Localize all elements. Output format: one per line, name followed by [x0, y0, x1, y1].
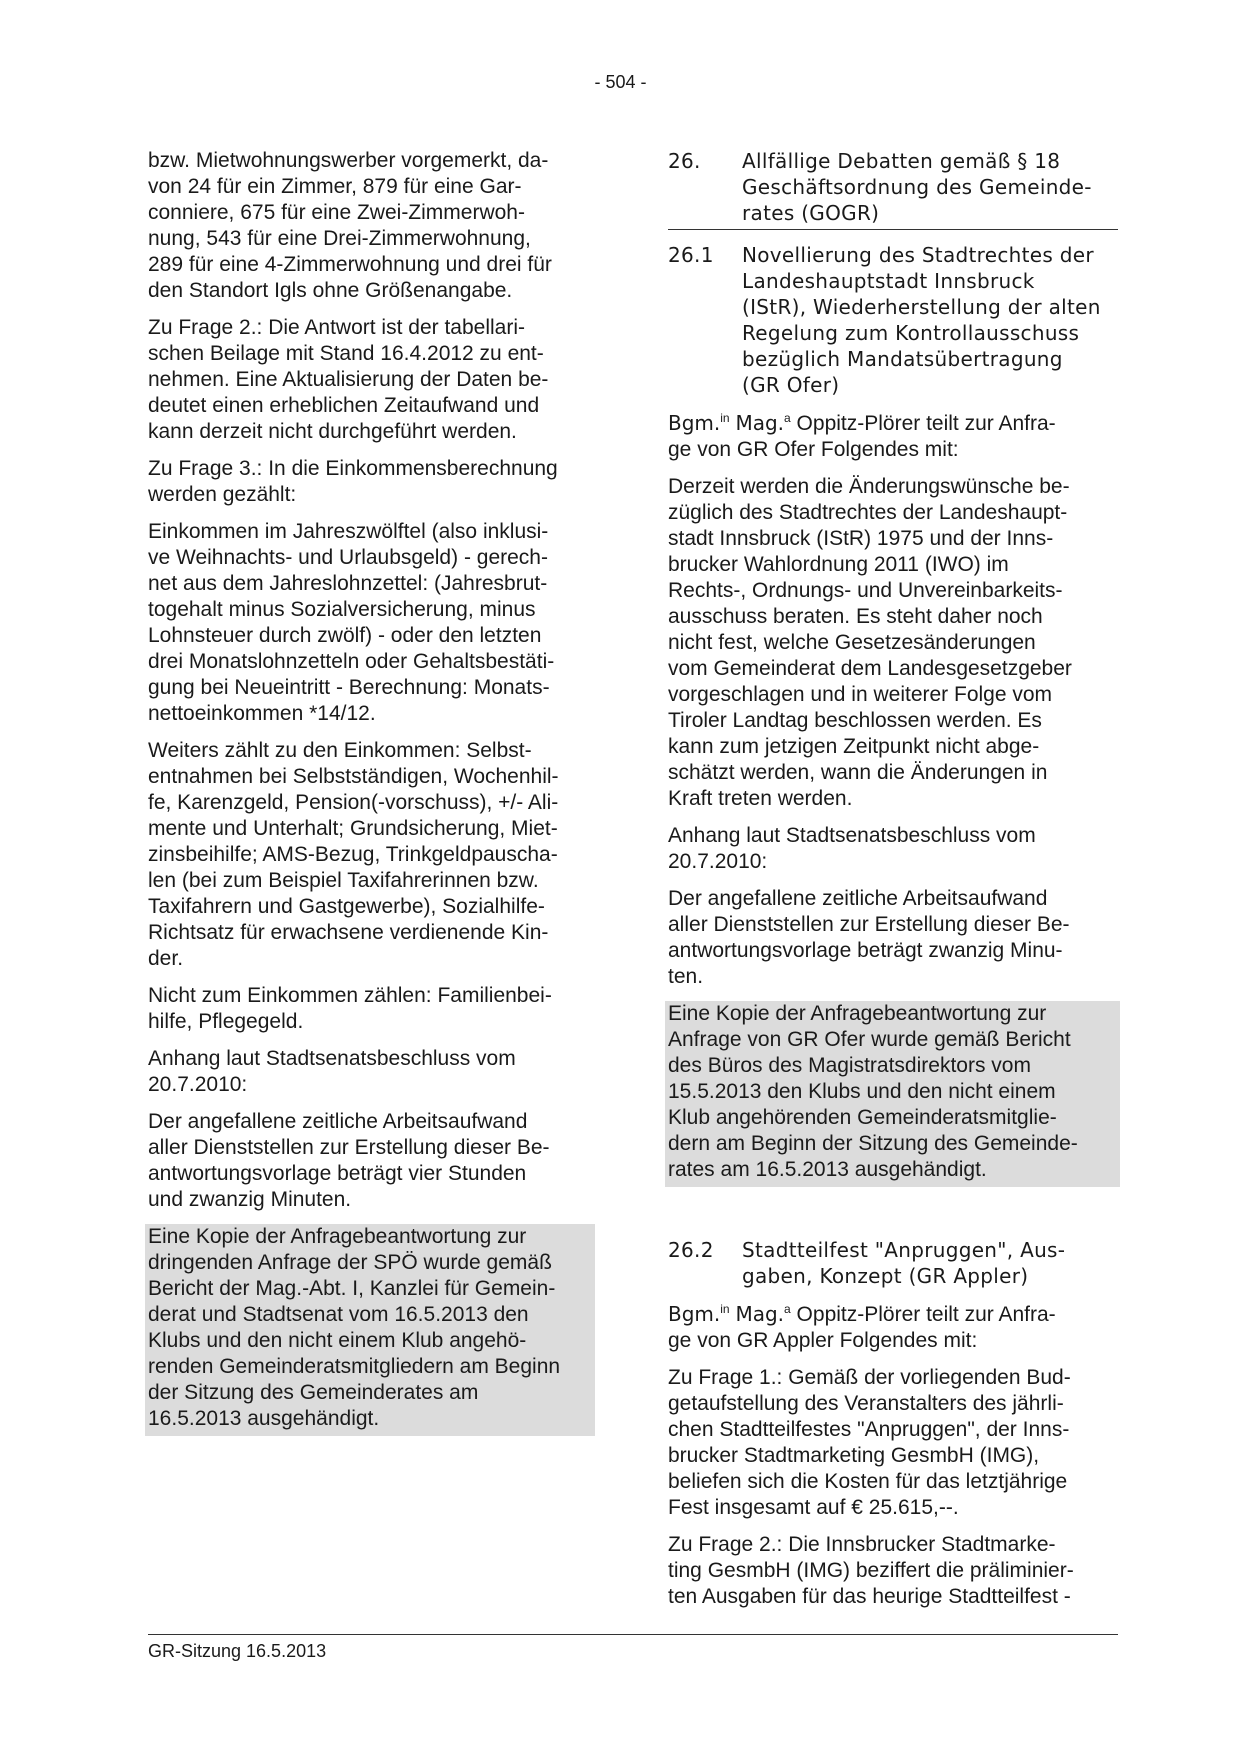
- paragraph: Zu Frage 1.: Gemäß der vorliegenden Bud- getaufstellung des Veranstalters des jährli- chen Stadtteilfestes "Anpruggen", der Inns- brucker Stadtmarketing GesmbH (IMG), beliefen sich die Kosten für das letztjährige Fest insgesamt auf € 25.615,--.: [668, 1366, 1071, 1519]
- right-column: [668, 148, 1118, 1621]
- page-number: - 504 -: [594, 72, 647, 92]
- shaded-notice: Eine Kopie der Anfragebeantwortung zur Anfrage von GR Ofer wurde gemäß Bericht des Büros des Magistratsdirektors vom 15.5.2013 den Klubs und den nicht einem Klub angehörenden Gemeinderatsmitglie- dern am Beginn der Sitzung des Gemeinde- rates am 16.5.2013 ausgehändigt.: [665, 1001, 1120, 1187]
- section-number: 26.: [668, 149, 701, 173]
- paragraph: Zu Frage 2.: Die Innsbrucker Stadtmarke- ting GesmbH (IMG) beziffert die präliminier- ten Ausgaben für das heurige Stadtteilfest -: [668, 1533, 1074, 1608]
- paragraph: Bgm.$^{in}$ Mag.$^a$ Oppitz-Plörer teilt zur Anfra- ge von GR Appler Folgendes mit:: [668, 1302, 1056, 1352]
- footer-rule: [148, 1634, 1118, 1635]
- section-heading-26-1: [668, 242, 1118, 398]
- shaded-notice: Eine Kopie der Anfragebeantwortung zur dringenden Anfrage der SPÖ wurde gemäß Bericht der Mag.-Abt. I, Kanzlei für Gemein- derat und Stadtsenat vom 16.5.2013 den Klubs und den nicht einem Klub angehö- renden Gemeinderatsmitgliedern am Beginn der Sitzung des Gemeinderates am 16.5.2013 ausgehändigt.: [145, 1224, 595, 1436]
- paragraph: Der angefallene zeitliche Arbeitsaufwand aller Dienststellen zur Erstellung dieser Be- antwortungsvorlage beträgt vier Stunden und zwanzig Minuten.: [148, 1110, 550, 1211]
- left-column: [148, 148, 593, 1447]
- paragraph: Nicht zum Einkommen zählen: Familienbei- hilfe, Pflegegeld.: [148, 984, 552, 1033]
- section-heading-26: [668, 148, 1118, 230]
- section-number: 26.1: [668, 243, 714, 267]
- paragraph: Einkommen im Jahreszwölftel (also inklusi- ve Weihnachts- und Urlaubsgeld) - gerech- net aus dem Jahreslohnzettel: (Jahresbrut- togehalt minus Sozialversicherung, minus Lohnsteuer durch zwölf) - oder den letzten drei Monatslohnzetteln oder Gehaltsbestäti- gung bei Neueintritt - Berechnung: Monats- nettoeinkommen *14/12.: [148, 520, 555, 725]
- paragraph: Der angefallene zeitliche Arbeitsaufwand aller Dienststellen zur Erstellung dieser Be- antwortungsvorlage beträgt zwanzig Minu- ten.: [668, 887, 1070, 988]
- footer: GR-Sitzung 16.5.2013: [148, 1641, 327, 1661]
- section-title: Allfällige Debatten gemäß § 18 Geschäftsordnung des Gemeinde- rates (GOGR): [742, 149, 1092, 225]
- paragraph: Anhang laut Stadtsenatsbeschluss vom 20.7.2010:: [668, 824, 1036, 873]
- paragraph: Bgm.$^{in}$ Mag.$^a$ Oppitz-Plörer teilt zur Anfra- ge von GR Ofer Folgendes mit:: [668, 411, 1056, 461]
- paragraph: Zu Frage 2.: Die Antwort ist der tabellari- schen Beilage mit Stand 16.4.2012 zu ent- nehmen. Eine Aktualisierung der Daten be- deutet einen erheblichen Zeitaufwand und kann derzeit nicht durchgeführt werden.: [148, 316, 549, 443]
- paragraph: Derzeit werden die Änderungswünsche be- züglich des Stadtrechtes der Landeshaupt- stadt Innsbruck (IStR) 1975 und der Inns- brucker Wahlordnung 2011 (IWO) im Rechts-, Ordnungs- und Unvereinbarkeits- ausschuss beraten. Es steht daher noch nicht fest, welche Gesetzesänderungen vom Gemeinderat dem Landesgesetzgeber vorgeschlagen und in weiterer Folge vom Tiroler Landtag beschlossen werden. Es kann zum jetzigen Zeitpunkt nicht abge- schätzt werden, wann die Änderungen in Kraft treten werden.: [668, 475, 1072, 810]
- paragraph: Zu Frage 3.: In die Einkommensberechnung werden gezählt:: [148, 457, 558, 506]
- section-title: Stadtteilfest "Anpruggen", Aus- gaben, Konzept (GR Appler): [742, 1238, 1066, 1288]
- section-title: Novellierung des Stadtrechtes der Landeshauptstadt Innsbruck (IStR), Wiederherstellung der alten Regelung zum Kontrollausschuss bezüglich Mandatsübertragung (GR Ofer): [742, 243, 1101, 397]
- section-number: 26.2: [668, 1238, 714, 1262]
- paragraph: Weiters zählt zu den Einkommen: Selbst- entnahmen bei Selbstständigen, Wochenhil- fe, Karenzgeld, Pension(-vorschuss), +/- Ali- mente und Unterhalt; Grundsicherung, Miet- zinsbeihilfe; AMS-Bezug, Trinkgeldpauscha- len (bei zum Beispiel Taxifahrerinnen bzw. Taxifahrern und Gastgewerbe), Sozialhilfe- Richtsatz für erwachsene verdienende Kin- der.: [148, 739, 559, 970]
- paragraph: Anhang laut Stadtsenatsbeschluss vom 20.7.2010:: [148, 1047, 516, 1096]
- section-heading-26-2: [668, 1237, 1118, 1289]
- paragraph: bzw. Mietwohnungswerber vorgemerkt, da- von 24 für ein Zimmer, 879 für eine Gar- conniere, 675 für eine Zwei-Zimmerwoh- nung, 543 für eine Drei-Zimmerwohnung, 289 für eine 4-Zimmerwohnung und drei für den Standort Igls ohne Größenangabe.: [148, 149, 552, 302]
